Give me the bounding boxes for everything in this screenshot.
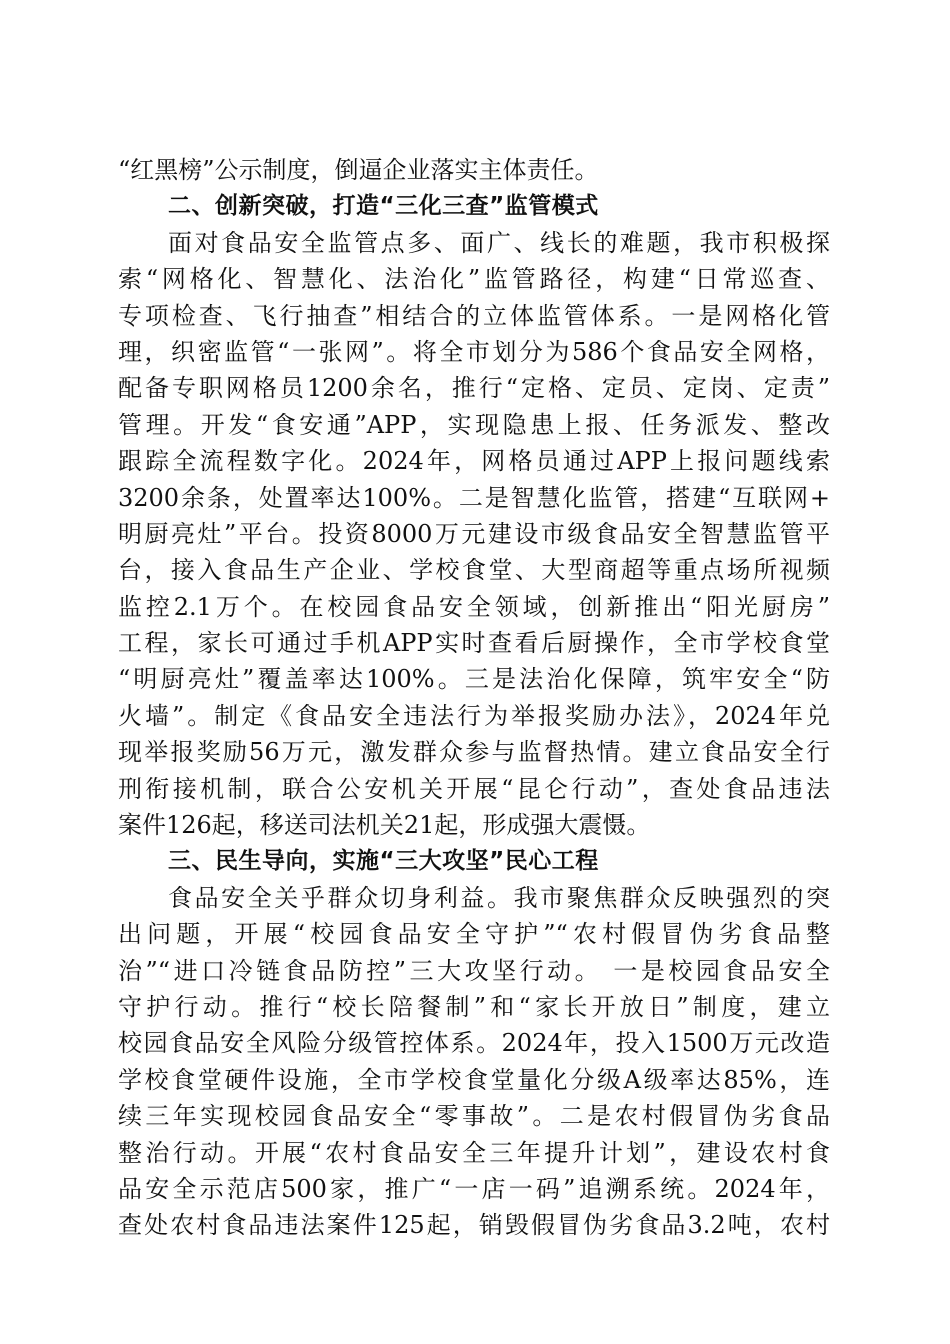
paragraph-line: 配备专职网格员1200余名，推行“定格、定员、定岗、定责” [118, 374, 830, 403]
paragraph-line: 监控2.1万个。在校园食品安全领域，创新推出“阳光厨房” [118, 592, 830, 621]
paragraph-line: 整治行动。开展“农村食品安全三年提升计划”，建设农村食 [118, 1138, 830, 1167]
paragraph-line: 案件126起，移送司法机关21起，形成强大震慑。 [118, 811, 651, 840]
paragraph-line: 专项检查、飞行抽查”相结合的立体监管体系。一是网格化管 [118, 301, 830, 330]
paragraph-line: 面对食品安全监管点多、面广、线长的难题，我市积极探 [168, 228, 830, 257]
paragraph-line: 火墙”。制定《食品安全违法行为举报奖励办法》，2024年兑 [118, 701, 830, 730]
paragraph-line: 理，织密监管“一张网”。将全市划分为586个食品安全网格， [118, 337, 830, 366]
paragraph-line: 品安全示范店500家，推广“一店一码”追溯系统。2024年， [118, 1174, 830, 1203]
section-heading-3: 三、民生导向，实施“三大攻坚”民心工程 [168, 848, 599, 875]
paragraph-line: 治”“进口冷链食品防控”三大攻坚行动。 一是校园食品安全 [118, 956, 830, 985]
paragraph-line: 出问题，开展“校园食品安全守护”“农村假冒伪劣食品整 [118, 920, 830, 949]
paragraph-line: 食品安全关乎群众切身利益。我市聚焦群众反映强烈的突 [168, 883, 830, 912]
paragraph-line: 工程，家长可通过手机APP实时查看后厨操作，全市学校食堂 [118, 629, 830, 658]
section-heading-2: 二、创新突破，打造“三化三查”监管模式 [168, 193, 599, 220]
paragraph-line: “红黑榜”公示制度，倒逼企业落实主体责任。 [118, 156, 599, 184]
paragraph-line: 查处农村食品违法案件125起，销毁假冒伪劣食品3.2吨，农村 [118, 1211, 830, 1240]
paragraph-line: 守护行动。推行“校长陪餐制”和“家长开放日”制度，建立 [118, 992, 830, 1021]
paragraph-line: 明厨亮灶”平台。投资8000万元建设市级食品安全智慧监管平 [118, 519, 830, 548]
paragraph-line: 刑衔接机制，联合公安机关开展“昆仑行动”，查处食品违法 [118, 774, 830, 803]
paragraph-line: 现举报奖励56万元，激发群众参与监督热情。建立食品安全行 [118, 738, 830, 767]
paragraph-line: 跟踪全流程数字化。2024年，网格员通过APP上报问题线索 [118, 447, 830, 476]
paragraph-line: 台，接入食品生产企业、学校食堂、大型商超等重点场所视频 [118, 556, 830, 585]
document-body [118, 152, 830, 1244]
paragraph-line: 索“网格化、智慧化、法治化”监管路径，构建“日常巡查、 [118, 265, 830, 294]
paragraph-line: 3200余条，处置率达100%。二是智慧化监管，搭建“互联网+ [118, 483, 830, 512]
paragraph-line: 续三年实现校园食品安全“零事故”。二是农村假冒伪劣食品 [118, 1102, 830, 1131]
paragraph-line: “明厨亮灶”覆盖率达100%。三是法治化保障，筑牢安全“防 [118, 665, 830, 694]
paragraph-line: 学校食堂硬件设施，全市学校食堂量化分级A级率达85%，连 [118, 1065, 830, 1094]
paragraph-line: 管理。开发“食安通”APP，实现隐患上报、任务派发、整改 [118, 410, 830, 439]
paragraph-line: 校园食品安全风险分级管控体系。2024年，投入1500万元改造 [118, 1029, 830, 1058]
